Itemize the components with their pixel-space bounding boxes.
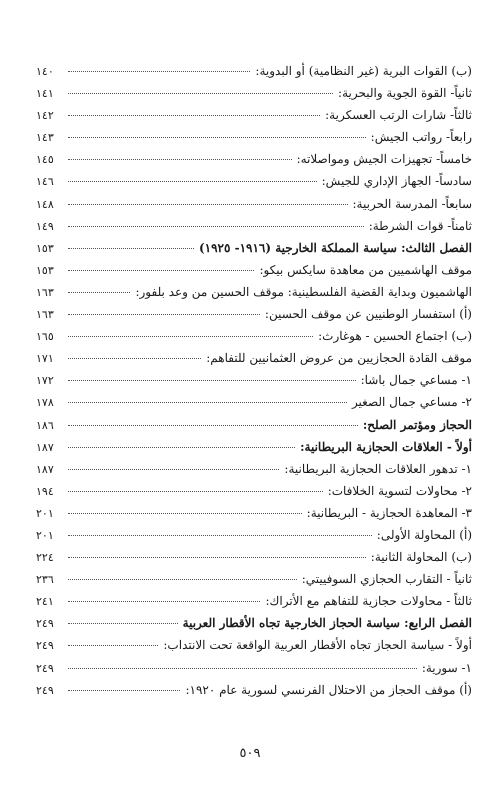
toc-entry — [36, 281, 472, 303]
toc-entry-page: ١٦٥ — [36, 330, 54, 344]
toc-entry-title: ثالثاً - محاولات حجازية للتفاهم مع الأتراك: — [265, 594, 472, 609]
toc-entry-page: ١٤٦ — [36, 175, 54, 189]
toc-entry-title: (أ) استفسار الوطنيين عن موقف الحسين: — [264, 307, 472, 322]
toc-entry — [36, 347, 472, 369]
toc-entry-title: ١- مساعي جمال باشا: — [360, 373, 472, 388]
toc-entry — [36, 148, 472, 170]
toc-entry-page: ١٧١ — [36, 352, 54, 366]
toc-entry-title: الحجاز ومؤتمر الصلح: — [362, 417, 472, 432]
dot-leader — [68, 247, 194, 249]
toc-entry-title: ١- تدهور العلاقات الحجازية البريطانية: — [284, 461, 472, 476]
toc-entry — [36, 657, 472, 679]
toc-entry-title: (أ) موقف الحجاز من الاحتلال الفرنسي لسورية عام ١٩٢٠: — [185, 682, 472, 697]
toc-entry-title: ثامناً- قوات الشرطة: — [368, 218, 472, 233]
toc-entry — [36, 170, 472, 192]
toc-entry-page: ٢٤١ — [36, 595, 54, 609]
dot-leader — [68, 600, 260, 602]
toc-entry-page: ١٤٢ — [36, 109, 54, 123]
toc-entry-title: الفصل الرابع: سياسة الحجاز الخارجية تجاه الأقطار العربية — [182, 616, 472, 631]
toc-entry-page: ١٦٣ — [36, 285, 54, 299]
toc-entry-title: رابعاً- رواتب الجيش: — [370, 130, 472, 145]
dot-leader — [68, 203, 348, 205]
toc-entry-page: ١٥٣ — [36, 241, 54, 255]
toc-entry-page: ٢٠١ — [36, 506, 54, 520]
toc-entry — [36, 480, 472, 502]
toc-entry-page: ١٤٥ — [36, 153, 54, 167]
dot-leader — [68, 114, 320, 116]
toc-entry-title: سابعاً- المدرسة الحربية: — [352, 196, 472, 211]
toc-entry — [36, 369, 472, 391]
toc-entry-page: ١٦٣ — [36, 308, 54, 322]
dot-leader — [68, 180, 317, 182]
toc-entry-title: ٢- محاولات لتسوية الخلافات: — [327, 483, 472, 498]
dot-leader — [68, 225, 364, 227]
toc-entry-page: ٢٤٩ — [36, 683, 54, 697]
dot-leader — [68, 534, 372, 536]
toc-entry-page: ١٧٨ — [36, 396, 54, 410]
toc-entry — [36, 325, 472, 347]
toc-entry — [36, 193, 472, 215]
toc-entry-title: (ب) القوات البرية (غير النظامية) أو البدوية: — [255, 64, 472, 78]
toc-entry-title: خامساً- تجهيزات الجيش ومواصلاته: — [296, 152, 472, 167]
toc-entry — [36, 524, 472, 546]
toc-entry-page: ٢٠١ — [36, 528, 54, 542]
toc-entry-title: سادساً- الجهاز الإداري للجيش: — [321, 174, 472, 189]
toc-entry — [36, 546, 472, 568]
toc-entry — [36, 391, 472, 413]
toc-entry-title: ثالثاً- شارات الرتب العسكرية: — [325, 108, 472, 123]
toc-entry-page: ١٤٠ — [36, 65, 54, 78]
toc-entry — [36, 215, 472, 237]
toc-entry-page: ٢٢٤ — [36, 551, 54, 565]
toc-entry-title: ١- سورية: — [421, 660, 472, 675]
toc-entry-page: ٢٤٩ — [36, 661, 54, 675]
toc-entry — [36, 303, 472, 325]
dot-leader — [68, 70, 250, 72]
toc-entry-page: ١٥٣ — [36, 263, 54, 277]
dot-leader — [68, 158, 292, 160]
toc-entry — [36, 612, 472, 634]
dot-leader — [68, 269, 254, 271]
toc-entry-page: ١٨٦ — [36, 418, 54, 432]
toc-entry — [36, 104, 472, 126]
dot-leader — [68, 622, 178, 624]
toc-entry-page: ١٧٢ — [36, 374, 54, 388]
toc-entry-title: ثانياً - التقارب الحجازي السوفييتي: — [301, 572, 472, 587]
toc-entry-page: ١٨٧ — [36, 462, 54, 476]
toc-entry-title: (ب) المحاولة الثانية: — [370, 550, 472, 565]
toc-entry — [36, 502, 472, 524]
dot-leader — [68, 136, 366, 138]
dot-leader — [68, 335, 313, 337]
toc-entry — [36, 60, 472, 82]
dot-leader — [68, 468, 279, 470]
toc-entry-page: ١٤٩ — [36, 219, 54, 233]
toc-entry-page: ١٩٤ — [36, 484, 54, 498]
page-number: ٥٠٩ — [239, 746, 261, 761]
toc-entry-page: ١٤١ — [36, 87, 54, 101]
toc-entry-title: أولاً - سياسة الحجاز تجاه الأقطار العربية الواقعة تحت الانتداب: — [163, 638, 472, 653]
toc-entry-title: ٢- مساعي جمال الصغير — [351, 395, 472, 410]
dot-leader — [68, 689, 180, 691]
toc-entry-title: الفصل الثالث: سياسة المملكة الخارجية (١٩١٦- ١٩٢٥) — [198, 240, 472, 255]
toc-entry — [36, 82, 472, 104]
toc-entry — [36, 590, 472, 612]
dot-leader — [68, 578, 297, 580]
dot-leader — [68, 401, 347, 403]
dot-leader — [68, 92, 333, 94]
toc-entry — [36, 436, 472, 458]
dot-leader — [68, 644, 158, 646]
toc-entry-title: ثانياً- القوة الجوية والبحرية: — [338, 86, 472, 101]
dot-leader — [68, 667, 417, 669]
dot-leader — [68, 313, 260, 315]
toc-entry — [36, 414, 472, 436]
dot-leader — [68, 379, 356, 381]
toc-entry-title: (أ) المحاولة الأولى: — [376, 527, 472, 542]
toc-entry — [36, 237, 472, 259]
dot-leader — [68, 512, 302, 514]
dot-leader — [68, 446, 295, 448]
toc-entry-title: موقف القادة الحجازيين من عروض العثمانيين للتفاهم: — [206, 351, 472, 366]
toc-entry-title: الهاشميون وبداية القضية الفلسطينية: موقف الحسين من وعد بلفور: — [135, 284, 472, 299]
toc-entry — [36, 458, 472, 480]
dot-leader — [68, 424, 358, 426]
dot-leader — [68, 490, 323, 492]
dot-leader — [68, 291, 130, 293]
dot-leader — [68, 357, 201, 359]
toc-entry-page: ١٤٣ — [36, 131, 54, 145]
toc-entry — [36, 259, 472, 281]
toc-entry-page: ٢٤٩ — [36, 617, 54, 631]
toc-entry-title: موقف الهاشميين من معاهدة سايكس بيكو: — [259, 262, 472, 277]
toc-entry — [36, 679, 472, 701]
toc-entry-page: ١٨٧ — [36, 440, 54, 454]
toc-entry-title: أولاً - العلاقات الحجازية البريطانية: — [300, 439, 472, 454]
toc-entry — [36, 568, 472, 590]
toc-entry-page: ٢٣٦ — [36, 573, 54, 587]
table-of-contents — [36, 60, 472, 701]
toc-entry — [36, 126, 472, 148]
toc-entry-title: (ب) اجتماع الحسين - هوغارث: — [318, 329, 472, 344]
toc-entry-title: ٣- المعاهدة الحجازية - البريطانية: — [306, 505, 472, 520]
toc-entry-page: ١٤٨ — [36, 197, 54, 211]
toc-entry — [36, 634, 472, 656]
toc-entry-page: ٢٤٩ — [36, 639, 54, 653]
dot-leader — [68, 556, 366, 558]
